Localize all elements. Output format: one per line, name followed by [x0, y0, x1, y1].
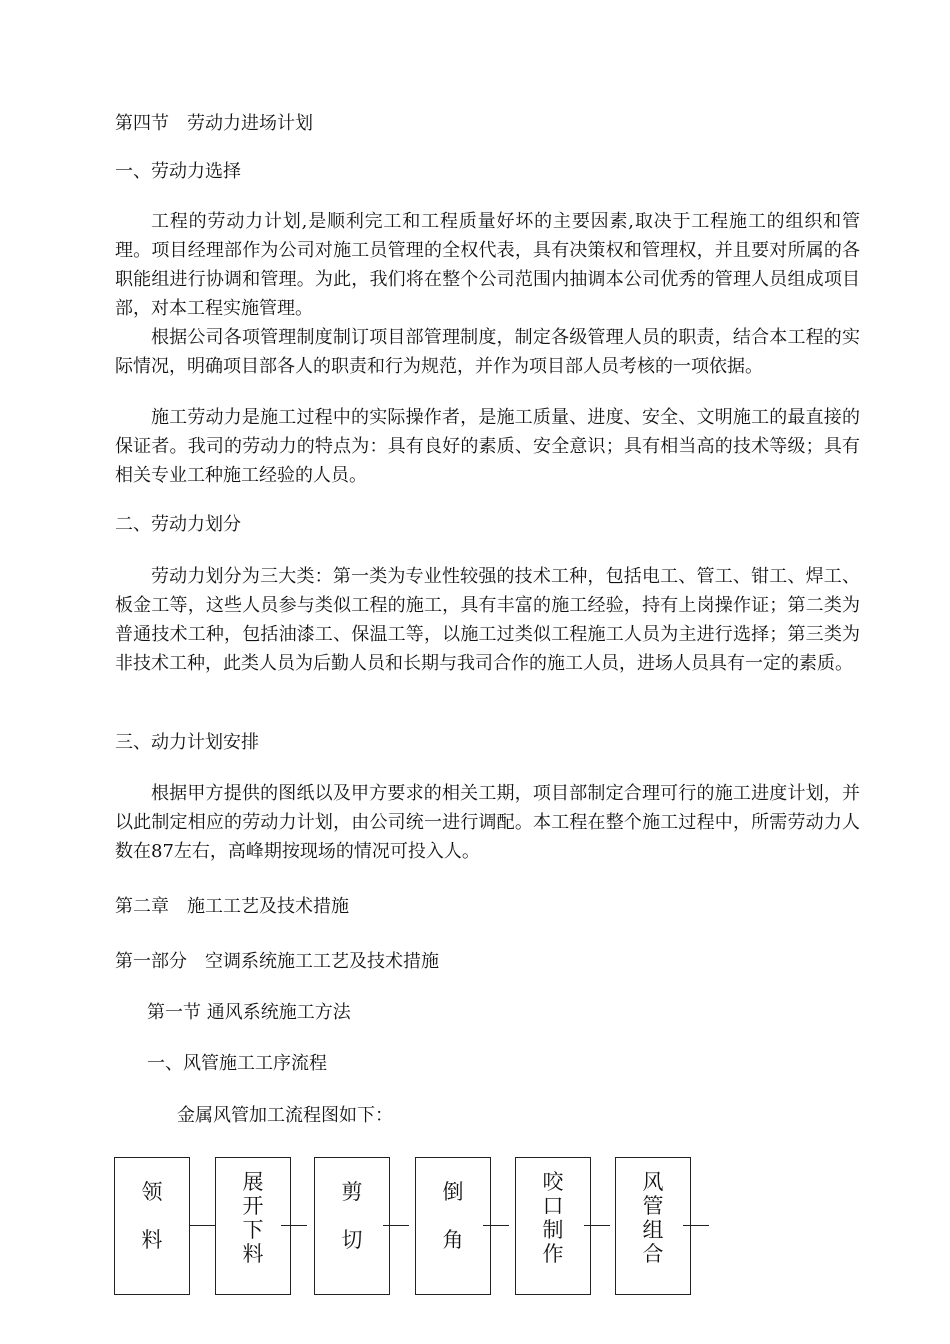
subsection-title-labor-division: 二、劳动力划分 — [115, 514, 241, 535]
flow-step-label: 咬口制作 — [542, 1170, 564, 1266]
flow-step-box — [215, 1157, 291, 1295]
flow-step-label: 领料 — [141, 1180, 163, 1252]
flow-connector — [190, 1225, 216, 1226]
flow-connector — [483, 1225, 509, 1226]
flow-step-label: 展开下料 — [242, 1170, 264, 1266]
flow-step-box — [314, 1157, 390, 1295]
step-title: 一、风管施工工序流程 — [147, 1053, 327, 1074]
flow-step-label: 风管组合 — [642, 1170, 664, 1266]
flow-step-box — [515, 1157, 591, 1295]
flow-step-box — [615, 1157, 691, 1295]
paragraph-labor-categories: 劳动力划分为三大类：第一类为专业性较强的技术工种，包括电工、管工、钳工、焊工、板金工等，这些人员参与类似工程的施工，具有丰富的施工经验，持有上岗操作证；第二类为普通技术工种，包括油漆工、保温工等，以施工过类似工程施工人员为主进行选择；第三类为非技术工种，此类人员为后勤人员和长期与我司合作的施工人员，进场人员具有一定的素质。 — [115, 566, 860, 674]
subsection-title-labor-arrangement: 三、动力计划安排 — [115, 732, 259, 753]
chapter-title: 第二章 施工工艺及技术措施 — [115, 896, 349, 917]
flow-step-label: 剪切 — [341, 1180, 363, 1252]
flow-step-box — [415, 1157, 491, 1295]
subsection-title-labor-selection: 一、劳动力选择 — [115, 161, 241, 182]
flow-caption: 金属风管加工流程图如下： — [177, 1105, 393, 1126]
paragraph-labor-plan: 工程的劳动力计划,是顺利完工和工程质量好坏的主要因素,取决于工程施工的组织和管理。项目经理部作为公司对施工员管理的全权代表，具有决策权和管理权，并且要对所属的各职能组进行协调和管理。为此，我们将在整个公司范围内抽调本公司优秀的管理人员组成项目部，对本工程实施管理。 — [115, 211, 860, 319]
paragraph-labor-arrangement: 根据甲方提供的图纸以及甲方要求的相关工期，项目部制定合理可行的施工进度计划，并以此制定相应的劳动力计划，由公司统一进行调配。本工程在整个施工过程中，所需劳动力人数在87左右，高峰期按现场的情况可投入人。 — [115, 783, 860, 862]
flow-connector — [281, 1225, 307, 1226]
paragraph-labor-characteristics: 施工劳动力是施工过程中的实际操作者，是施工质量、进度、安全、文明施工的最直接的保证者。我司的劳动力的特点为：具有良好的素质、安全意识；具有相当高的技术等级；具有相关专业工种施工经验的人员。 — [115, 407, 860, 486]
flow-step-box — [114, 1157, 190, 1295]
flow-step-label: 倒角 — [442, 1180, 464, 1252]
paragraph-management-system: 根据公司各项管理制度制订项目部管理制度，制定各级管理人员的职责，结合本工程的实际情况，明确项目部各人的职责和行为规范，并作为项目部人员考核的一项依据。 — [115, 327, 860, 377]
flow-connector — [683, 1225, 709, 1226]
section-title: 第四节 劳动力进场计划 — [115, 113, 313, 134]
flow-connector — [383, 1225, 409, 1226]
part-title: 第一部分 空调系统施工工艺及技术措施 — [115, 951, 439, 972]
flow-connector — [584, 1225, 610, 1226]
sub-section-title: 第一节 通风系统施工方法 — [147, 1002, 351, 1023]
